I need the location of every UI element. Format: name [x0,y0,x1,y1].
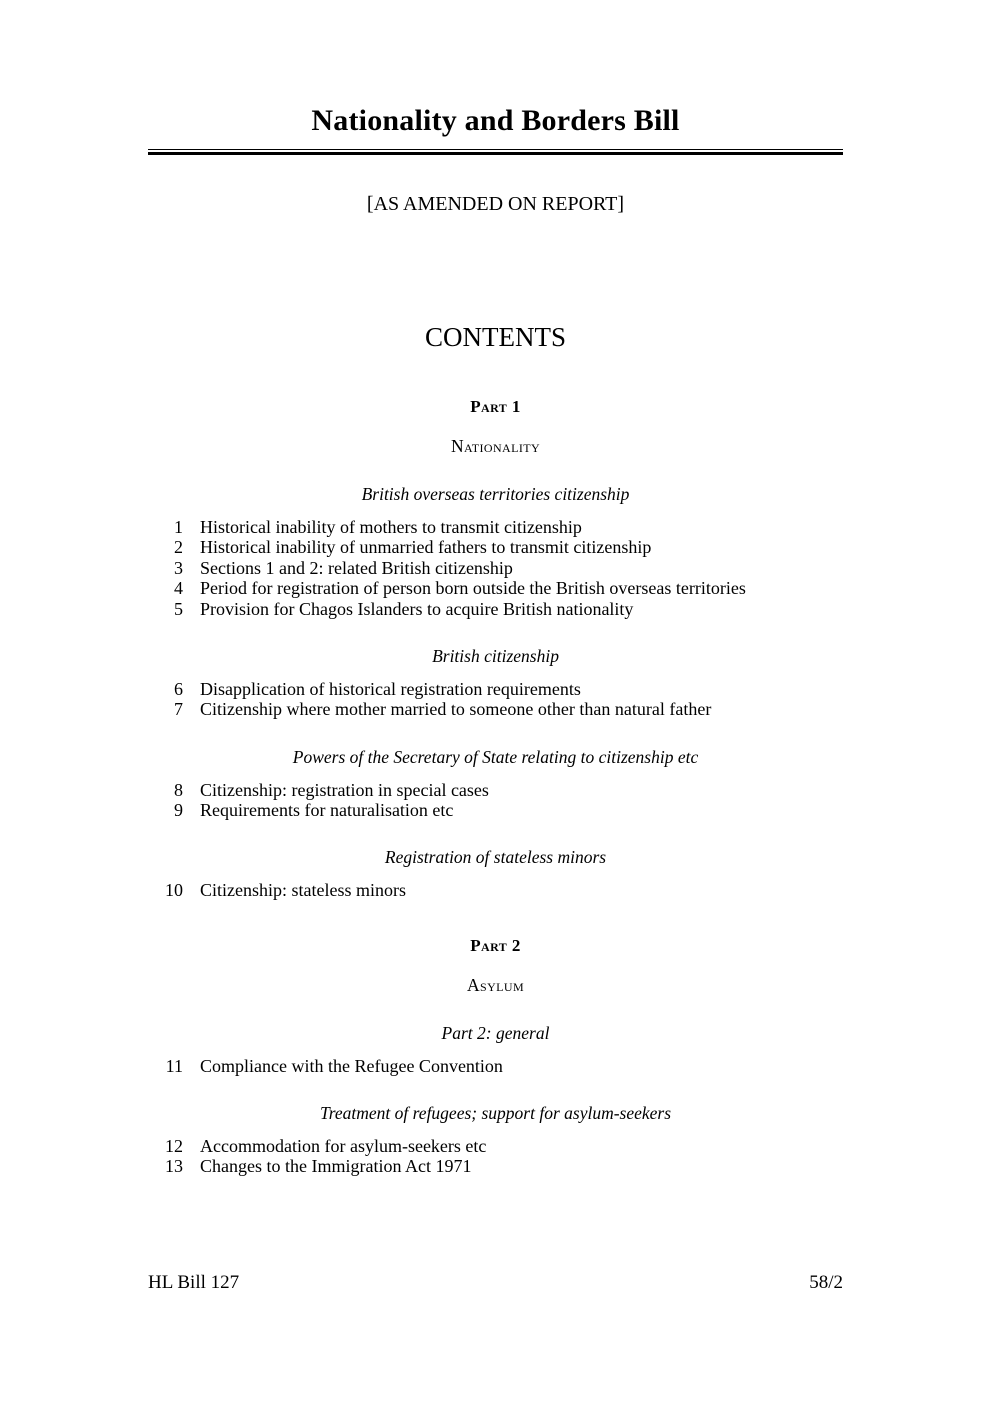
part-heading: Part 1 [470,397,521,416]
bill-reference: HL Bill 127 [148,1272,240,1293]
vertical-spacer [148,458,843,484]
vertical-spacer [148,1045,843,1056]
clause-number: 10 [165,880,183,901]
title-double-rule [148,149,843,155]
part-subject-heading: Asylum [466,974,525,995]
clause-entry[interactable] [148,699,843,719]
vertical-spacer [148,668,843,679]
vertical-spacer [148,1125,843,1136]
page-title: Nationality and Borders Bill [311,104,680,137]
vertical-spacer [148,997,843,1023]
clause-title: Citizenship: registration in special cases [200,779,489,800]
clause-title: Period for registration of person born outside the British overseas territories [200,578,746,599]
vertical-spacer [148,869,843,880]
clause-list [148,780,843,821]
clause-title: Requirements for naturalisation etc [200,800,454,820]
group-heading: British overseas territories citizenship [361,484,630,505]
vertical-spacer [148,901,843,935]
clause-title: Sections 1 and 2: related British citizenship [200,557,513,578]
clause-number: 4 [174,578,183,599]
clause-entry[interactable] [148,537,843,557]
part-heading: Part 2 [470,935,521,955]
clause-title: Accommodation for asylum-seekers etc [200,1135,487,1156]
part-subject-heading: Nationality [450,436,541,457]
clause-list [148,880,843,900]
vertical-spacer [148,506,843,517]
clause-title: Compliance with the Refugee Convention [200,1055,503,1076]
clause-title: Historical inability of unmarried fathers to transmit citizenship [200,537,652,558]
clause-number: 5 [174,598,183,619]
clause-entry[interactable] [148,880,843,900]
vertical-spacer [148,720,843,747]
clause-list [148,1136,843,1177]
page-footer [148,1272,843,1295]
vertical-spacer [148,619,843,646]
clause-title: Citizenship where mother married to someone other than natural father [200,699,712,720]
group-heading: Powers of the Secretary of State relating to citizenship etc [292,746,699,767]
group-heading: Registration of stateless minors [384,847,607,868]
page-reference: 58/2 [809,1272,843,1293]
clause-entry[interactable] [148,1136,843,1156]
title-block [148,104,843,155]
clause-title: Disapplication of historical registration requirements [200,678,581,699]
clause-number: 12 [165,1135,183,1156]
group-heading: Treatment of refugees; support for asylum-seekers [319,1103,672,1124]
clause-title: Changes to the Immigration Act 1971 [200,1156,472,1177]
amendment-note: [AS AMENDED ON REPORT] [366,193,625,215]
contents-body [148,396,843,1177]
group-heading: British citizenship [432,646,559,667]
clause-list [148,517,843,619]
clause-entry[interactable] [148,558,843,578]
vertical-spacer [148,1076,843,1103]
clause-number: 13 [165,1156,183,1177]
group-heading: Part 2: general [441,1022,550,1043]
vertical-spacer [148,820,843,847]
clause-number: 7 [174,699,183,720]
clause-title: Historical inability of mothers to transmit citizenship [200,517,582,537]
clause-number: 3 [174,557,183,578]
clause-entry[interactable] [148,679,843,699]
clause-number: 8 [174,779,183,800]
clause-list [148,679,843,720]
clause-entry[interactable] [148,578,843,598]
title-rule-thick [148,152,843,155]
clause-entry[interactable] [148,780,843,800]
vertical-spacer [148,956,843,975]
clause-entry[interactable] [148,1056,843,1076]
clause-entry[interactable] [148,1156,843,1176]
clause-title: Citizenship: stateless minors [200,880,406,901]
clause-entry[interactable] [148,800,843,820]
vertical-spacer [148,769,843,780]
clause-list [148,1056,843,1076]
clause-number: 1 [174,517,183,537]
clause-number: 11 [165,1055,183,1076]
vertical-spacer [148,417,843,436]
clause-entry[interactable] [148,599,843,619]
clause-title: Provision for Chagos Islanders to acquire British nationality [200,598,634,619]
clause-number: 6 [174,678,183,699]
contents-heading: CONTENTS [425,322,566,352]
clause-number: 9 [174,800,183,820]
clause-entry[interactable] [148,517,843,537]
clause-number: 2 [174,537,183,558]
